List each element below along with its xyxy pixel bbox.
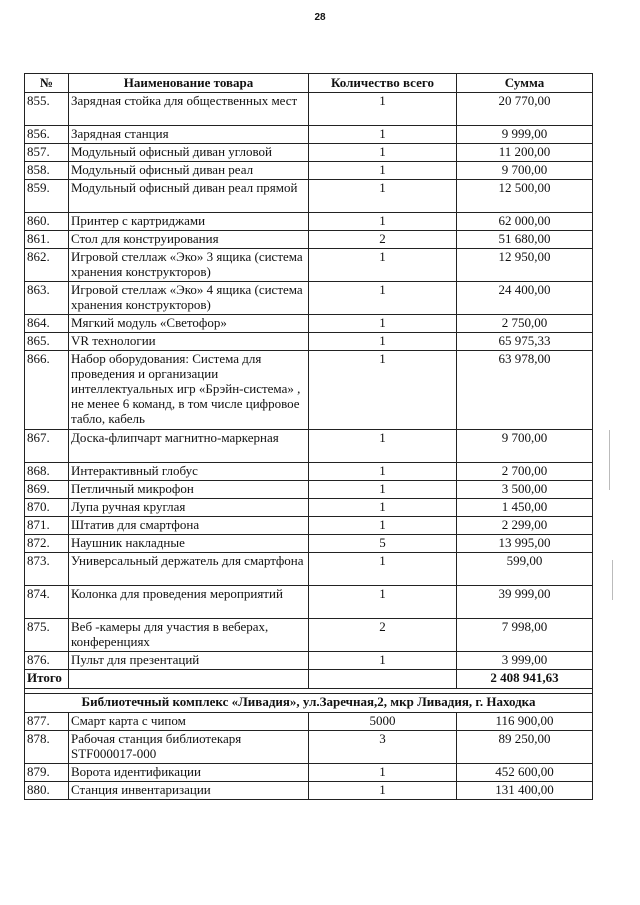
cell-num: 870. — [25, 499, 69, 517]
cell-sum: 65 975,33 — [457, 333, 593, 351]
section-row — [25, 694, 593, 713]
cell-num: 869. — [25, 481, 69, 499]
cell-num: 862. — [25, 249, 69, 282]
cell-name: Зарядная станция — [69, 126, 309, 144]
total-sum: 2 408 941,63 — [457, 670, 593, 689]
cell-num: 855. — [25, 93, 69, 126]
cell-qty: 1 — [309, 333, 457, 351]
cell-qty: 1 — [309, 213, 457, 231]
cell-qty: 2 — [309, 619, 457, 652]
cell-qty: 1 — [309, 463, 457, 481]
cell-name: Принтер с картриджами — [69, 213, 309, 231]
cell-qty: 1 — [309, 93, 457, 126]
cell-name: Модульный офисный диван реал — [69, 162, 309, 180]
cell-name: Модульный офисный диван реал прямой — [69, 180, 309, 213]
table-row — [25, 430, 593, 463]
cell-sum: 3 999,00 — [457, 652, 593, 670]
cell-name: Интерактивный глобус — [69, 463, 309, 481]
table-row — [25, 333, 593, 351]
table-row — [25, 315, 593, 333]
cell-qty: 1 — [309, 652, 457, 670]
cell-name: Пульт для презентаций — [69, 652, 309, 670]
cell-num: 873. — [25, 553, 69, 586]
cell-name: Набор оборудования: Система для проведения и организации интеллектуальных игр «Брэйн-система» , не менее 6 команд, в том числе цифровое табло, кабель — [69, 351, 309, 430]
scan-artifact — [612, 560, 613, 600]
cell-name: Стол для конструирования — [69, 231, 309, 249]
table-body-second — [25, 713, 593, 800]
cell-qty: 1 — [309, 162, 457, 180]
cell-name: Штатив для смартфона — [69, 517, 309, 535]
cell-qty: 1 — [309, 126, 457, 144]
header-row — [25, 74, 593, 93]
cell-qty: 1 — [309, 315, 457, 333]
cell-name: Веб -камеры для участия в веберах, конференциях — [69, 619, 309, 652]
col-header-name: Наименование товара — [69, 74, 309, 93]
cell-name: Ворота идентификации — [69, 764, 309, 782]
cell-num: 856. — [25, 126, 69, 144]
cell-sum: 11 200,00 — [457, 144, 593, 162]
cell-sum: 13 995,00 — [457, 535, 593, 553]
cell-num: 880. — [25, 782, 69, 800]
cell-sum: 599,00 — [457, 553, 593, 586]
table-row — [25, 782, 593, 800]
cell-qty: 5 — [309, 535, 457, 553]
cell-name: Наушник накладные — [69, 535, 309, 553]
cell-num: 868. — [25, 463, 69, 481]
cell-sum: 39 999,00 — [457, 586, 593, 619]
cell-qty: 5000 — [309, 713, 457, 731]
cell-num: 878. — [25, 731, 69, 764]
table-row — [25, 517, 593, 535]
page-number: 28 — [314, 12, 326, 23]
table-row — [25, 231, 593, 249]
cell-sum: 7 998,00 — [457, 619, 593, 652]
cell-num: 876. — [25, 652, 69, 670]
table-row — [25, 249, 593, 282]
table-row — [25, 499, 593, 517]
cell-qty: 1 — [309, 144, 457, 162]
cell-num: 866. — [25, 351, 69, 430]
cell-name: Доска-флипчарт магнитно-маркерная — [69, 430, 309, 463]
cell-num: 874. — [25, 586, 69, 619]
table-row — [25, 481, 593, 499]
cell-name: Смарт карта с чипом — [69, 713, 309, 731]
cell-qty: 1 — [309, 249, 457, 282]
table-row — [25, 282, 593, 315]
cell-sum: 9 700,00 — [457, 430, 593, 463]
section-title: Библиотечный комплекс «Ливадия», ул.Заречная,2, мкр Ливадия, г. Находка — [25, 694, 593, 713]
cell-sum: 131 400,00 — [457, 782, 593, 800]
cell-qty: 1 — [309, 586, 457, 619]
cell-sum: 51 680,00 — [457, 231, 593, 249]
cell-qty: 1 — [309, 282, 457, 315]
cell-num: 865. — [25, 333, 69, 351]
table-row — [25, 213, 593, 231]
cell-sum: 116 900,00 — [457, 713, 593, 731]
cell-sum: 20 770,00 — [457, 93, 593, 126]
cell-qty: 2 — [309, 231, 457, 249]
total-empty-qty — [309, 670, 457, 689]
cell-sum: 3 500,00 — [457, 481, 593, 499]
cell-name: Станция инвентаризации — [69, 782, 309, 800]
scan-artifact — [609, 430, 610, 490]
table-row — [25, 713, 593, 731]
cell-qty: 1 — [309, 782, 457, 800]
table-total — [25, 670, 593, 713]
cell-num: 859. — [25, 180, 69, 213]
cell-qty: 1 — [309, 430, 457, 463]
total-row — [25, 670, 593, 689]
table-row — [25, 553, 593, 586]
col-header-qty: Количество всего — [309, 74, 457, 93]
table-row — [25, 126, 593, 144]
cell-qty: 3 — [309, 731, 457, 764]
cell-sum: 2 700,00 — [457, 463, 593, 481]
cell-name: Зарядная стойка для общественных мест — [69, 93, 309, 126]
cell-sum: 89 250,00 — [457, 731, 593, 764]
col-header-sum: Сумма — [457, 74, 593, 93]
cell-num: 857. — [25, 144, 69, 162]
cell-sum: 24 400,00 — [457, 282, 593, 315]
cell-num: 861. — [25, 231, 69, 249]
cell-name: Рабочая станция библиотекаря STF000017-000 — [69, 731, 309, 764]
table-row — [25, 180, 593, 213]
table-row — [25, 351, 593, 430]
table-row — [25, 535, 593, 553]
cell-name: Игровой стеллаж «Эко» 4 ящика (система хранения конструкторов) — [69, 282, 309, 315]
cell-num: 860. — [25, 213, 69, 231]
cell-qty: 1 — [309, 553, 457, 586]
cell-sum: 1 450,00 — [457, 499, 593, 517]
cell-name: Колонка для проведения мероприятий — [69, 586, 309, 619]
col-header-num: № — [25, 74, 69, 93]
cell-sum: 63 978,00 — [457, 351, 593, 430]
cell-num: 877. — [25, 713, 69, 731]
table-row — [25, 731, 593, 764]
cell-name: Модульный офисный диван угловой — [69, 144, 309, 162]
cell-qty: 1 — [309, 481, 457, 499]
cell-qty: 1 — [309, 180, 457, 213]
table-row — [25, 93, 593, 126]
table-body-main — [25, 93, 593, 670]
cell-num: 879. — [25, 764, 69, 782]
cell-sum: 62 000,00 — [457, 213, 593, 231]
total-label: Итого — [25, 670, 69, 689]
cell-num: 858. — [25, 162, 69, 180]
table-row — [25, 619, 593, 652]
cell-name: Универсальный держатель для смартфона — [69, 553, 309, 586]
table-row — [25, 586, 593, 619]
cell-name: VR технологии — [69, 333, 309, 351]
cell-sum: 452 600,00 — [457, 764, 593, 782]
cell-sum: 9 999,00 — [457, 126, 593, 144]
cell-sum: 12 950,00 — [457, 249, 593, 282]
cell-sum: 12 500,00 — [457, 180, 593, 213]
cell-num: 872. — [25, 535, 69, 553]
inventory-table — [24, 73, 593, 800]
table-row — [25, 652, 593, 670]
cell-name: Петличный микрофон — [69, 481, 309, 499]
cell-name: Игровой стеллаж «Эко» 3 ящика (система хранения конструкторов) — [69, 249, 309, 282]
cell-num: 875. — [25, 619, 69, 652]
table-row — [25, 162, 593, 180]
table-row — [25, 144, 593, 162]
cell-sum: 2 750,00 — [457, 315, 593, 333]
cell-sum: 2 299,00 — [457, 517, 593, 535]
cell-num: 867. — [25, 430, 69, 463]
total-empty-name — [69, 670, 309, 689]
cell-num: 864. — [25, 315, 69, 333]
cell-qty: 1 — [309, 351, 457, 430]
cell-qty: 1 — [309, 517, 457, 535]
cell-sum: 9 700,00 — [457, 162, 593, 180]
cell-qty: 1 — [309, 764, 457, 782]
cell-qty: 1 — [309, 499, 457, 517]
cell-name: Лупа ручная круглая — [69, 499, 309, 517]
cell-num: 863. — [25, 282, 69, 315]
cell-num: 871. — [25, 517, 69, 535]
table-row — [25, 764, 593, 782]
cell-name: Мягкий модуль «Светофор» — [69, 315, 309, 333]
table-row — [25, 463, 593, 481]
